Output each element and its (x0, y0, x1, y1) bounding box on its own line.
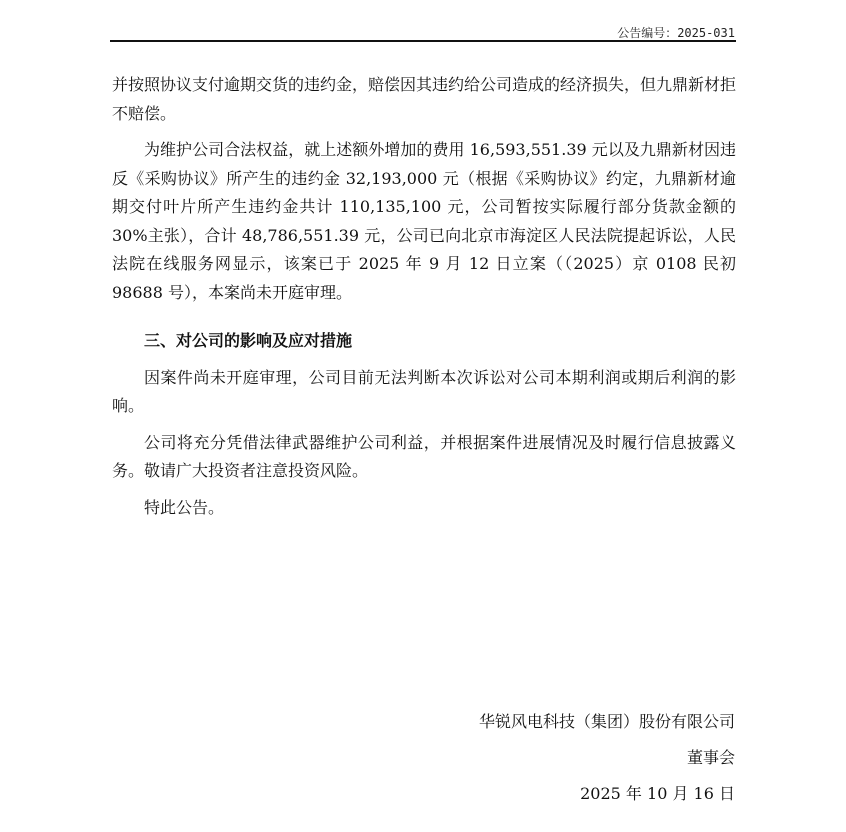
closing-remark: 特此公告。 (144, 497, 225, 517)
paragraph-continuation: 并按照协议支付逾期交货的违约金，赔偿因其违约给公司造成的经济损失，但九鼎新材拒不赔偿。 (112, 75, 737, 123)
paragraph-lawsuit-details: 为维护公司合法权益，就上述额外增加的费用 16,593,551.39 元以及九鼎新材因违反《采购协议》所产生的违约金 32,193,000 元（根据《采购协议》约定，九鼎新材逾期交付叶片所产生违约金共计 110,135,100 元，公司暂按实际履行部分货款金额的 30%主张），合计 48,786,551.39 元，公司已向北京市海淀区人民法院提起诉讼，人民法院在线服务网显示，该案已于 2025 年 9 月 12 日立案（（2025）京 0108 民初 98688 号），本案尚未开庭审理。 (112, 140, 736, 302)
document-body (112, 71, 736, 522)
announcement-number: 公告编号：2025-031 (617, 26, 735, 40)
header-divider (110, 40, 736, 42)
paragraph-measures: 公司将充分凭借法律武器维护公司利益，并根据案件进展情况及时履行信息披露义务。敬请广大投资者注意投资风险。 (112, 432, 736, 480)
section-heading-impact: 三、对公司的影响及应对措施 (144, 331, 353, 350)
signature-company: 华锐风电科技（集团）股份有限公司 (478, 712, 735, 731)
signature-date: 2025 年 10 月 16 日 (580, 784, 735, 803)
paragraph-impact: 因案件尚未开庭审理，公司目前无法判断本次诉讼对公司本期利润或期后利润的影响。 (112, 367, 736, 415)
signature-board: 董事会 (686, 748, 735, 767)
